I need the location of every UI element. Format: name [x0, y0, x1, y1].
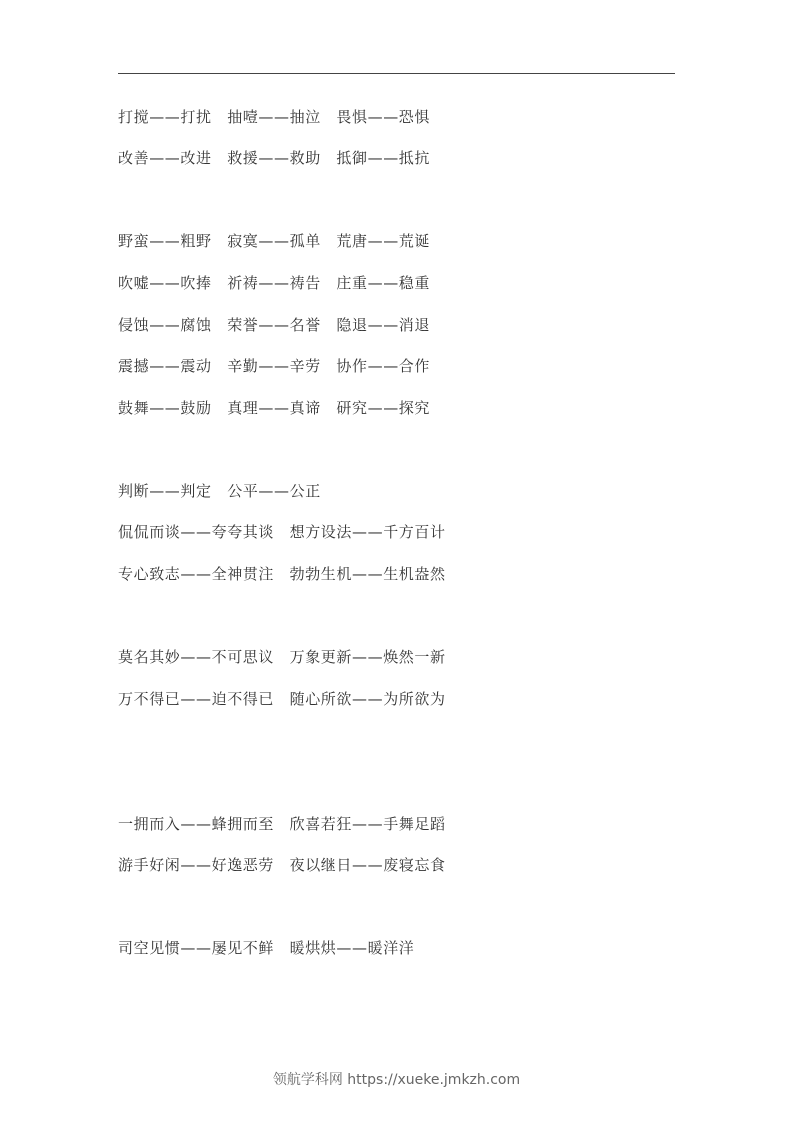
- top-rule: [118, 73, 675, 74]
- idiom-line: 司空见惯——屡见不鲜 暖烘烘——暖洋洋: [118, 939, 415, 957]
- synonym-line: 野蛮——粗野 寂寞——孤单 荒唐——荒诞: [118, 232, 431, 250]
- idiom-line: 专心致志——全神贯注 勃勃生机——生机盎然: [118, 565, 446, 583]
- synonym-line: 侵蚀——腐蚀 荣誉——名誉 隐退——消退: [118, 316, 431, 334]
- synonym-line: 吹嘘——吹捧 祈祷——祷告 庄重——稳重: [118, 274, 431, 292]
- synonym-line: 震撼——震动 辛勤——辛劳 协作——合作: [118, 357, 431, 375]
- idiom-line: 万不得已——迫不得已 随心所欲——为所欲为: [118, 690, 446, 708]
- synonym-line: 鼓舞——鼓励 真理——真谛 研究——探究: [118, 399, 431, 417]
- synonym-line: 判断——判定 公平——公正: [118, 482, 321, 500]
- idiom-line: 一拥而入——蜂拥而至 欣喜若狂——手舞足蹈: [118, 815, 446, 833]
- idiom-line: 莫名其妙——不可思议 万象更新——焕然一新: [118, 648, 446, 666]
- synonym-line: 打搅——打扰 抽噎——抽泣 畏惧——恐惧: [118, 108, 431, 126]
- idiom-line: 游手好闲——好逸恶劳 夜以继日——废寝忘食: [118, 856, 446, 874]
- idiom-line: 侃侃而谈——夸夸其谈 想方设法——千方百计: [118, 523, 446, 541]
- synonym-line: 改善——改进 救援——救助 抵御——抵抗: [118, 149, 431, 167]
- footer-watermark: 领航学科网 https://xueke.jmkzh.com: [272, 1072, 521, 1088]
